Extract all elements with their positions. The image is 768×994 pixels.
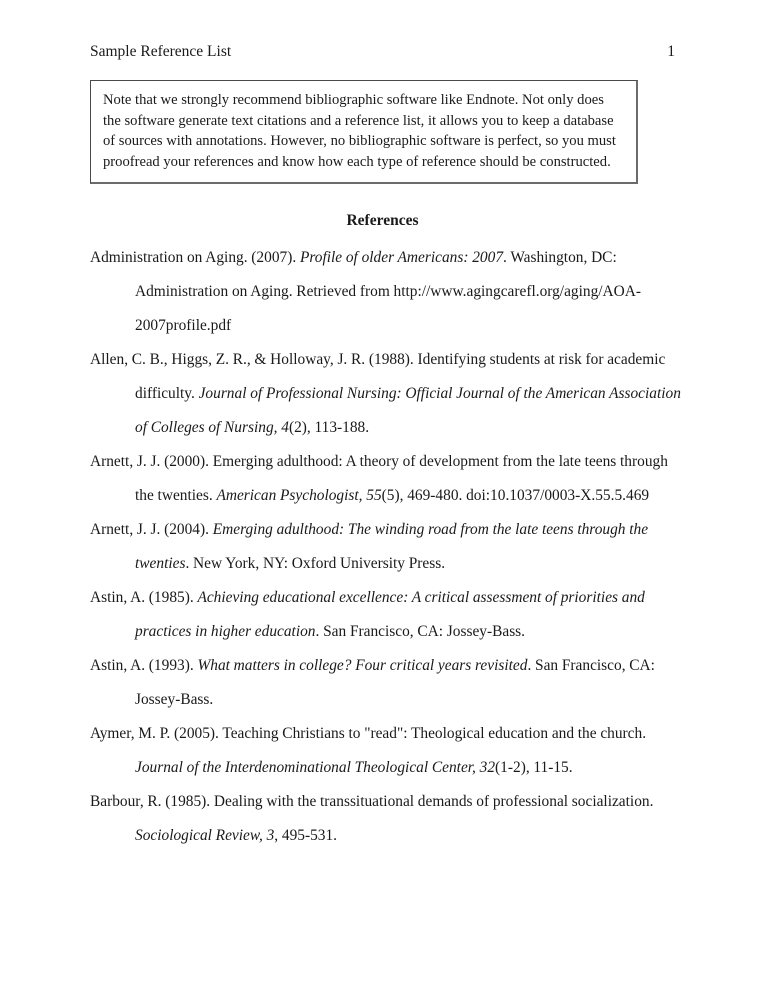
reference-text: . New York, NY: Oxford University Press. bbox=[185, 555, 446, 572]
reference-text: Arnett, J. J. (2004). bbox=[90, 521, 213, 538]
reference-text: Administration on Aging. (2007). bbox=[90, 249, 300, 266]
reference-text: Arnett, J. J. (2000). Emerging adulthood: A theory of development from the late teens through the twenties. bbox=[90, 453, 668, 504]
reference-entry bbox=[90, 581, 682, 649]
running-head bbox=[90, 42, 675, 62]
reference-text: Astin, A. (1985). bbox=[90, 589, 198, 606]
reference-text: Astin, A. (1993). bbox=[90, 657, 198, 674]
reference-text: Allen, C. B., Higgs, Z. R., & Holloway, J. R. (1988). Identifying students at risk for academic difficulty. bbox=[90, 351, 666, 402]
reference-text: (2), 113-188. bbox=[288, 419, 370, 436]
reference-entry bbox=[90, 717, 682, 785]
reference-text: , 495-531. bbox=[274, 827, 338, 844]
reference-entry bbox=[90, 513, 682, 581]
page-number: 1 bbox=[667, 43, 675, 60]
reference-title-italic: Emerging adulthood: The winding road from the late teens through the twenties bbox=[135, 521, 649, 572]
reference-text: (1-2), 11-15. bbox=[495, 759, 573, 776]
running-head-title: Sample Reference List bbox=[90, 43, 232, 60]
reference-entry bbox=[90, 445, 682, 513]
note-callout-box bbox=[90, 80, 638, 184]
reference-text: (5), 469-480. doi:10.1037/0003-X.55.5.469 bbox=[381, 487, 650, 504]
reference-title-italic: Sociological Review, 3 bbox=[135, 827, 275, 844]
note-callout-text: Note that we strongly recommend bibliographic software like Endnote. Not only does the software generate text citations and a reference list, it allows you to keep a database of sources with annotations. However, no bibliographic software is perfect, so you must proofread your references and know how each type of reference should be constructed. bbox=[103, 92, 616, 170]
reference-title-italic: Profile of older Americans: 2007 bbox=[299, 249, 504, 266]
reference-title-italic: What matters in college? Four critical years revisited bbox=[197, 657, 528, 674]
reference-text: Barbour, R. (1985). Dealing with the transsituational demands of professional socialization. bbox=[90, 793, 654, 810]
reference-title-italic: American Psychologist, 55 bbox=[216, 487, 382, 504]
reference-text: Aymer, M. P. (2005). Teaching Christians to "read": Theological education and the church. bbox=[90, 725, 647, 742]
reference-entry bbox=[90, 785, 682, 853]
reference-title-italic: Achieving educational excellence: A critical assessment of priorities and practices in higher education bbox=[135, 589, 645, 640]
reference-text: . San Francisco, CA: Jossey-Bass. bbox=[315, 623, 526, 640]
reference-text: . Washington, DC: Administration on Aging. Retrieved from http://www.agingcarefl.org/aging/AOA-2007profile.pdf bbox=[135, 249, 642, 334]
reference-entry bbox=[90, 241, 682, 343]
reference-list bbox=[90, 241, 682, 853]
reference-title-italic: Journal of Professional Nursing: Official Journal of the American Association of Colleges of Nursing, 4 bbox=[135, 385, 681, 436]
reference-text: . San Francisco, CA: Jossey-Bass. bbox=[135, 657, 655, 708]
reference-entry bbox=[90, 649, 682, 717]
reference-title-italic: Journal of the Interdenominational Theological Center, 32 bbox=[135, 759, 496, 776]
reference-entry bbox=[90, 343, 682, 445]
references-heading: References bbox=[346, 212, 419, 229]
